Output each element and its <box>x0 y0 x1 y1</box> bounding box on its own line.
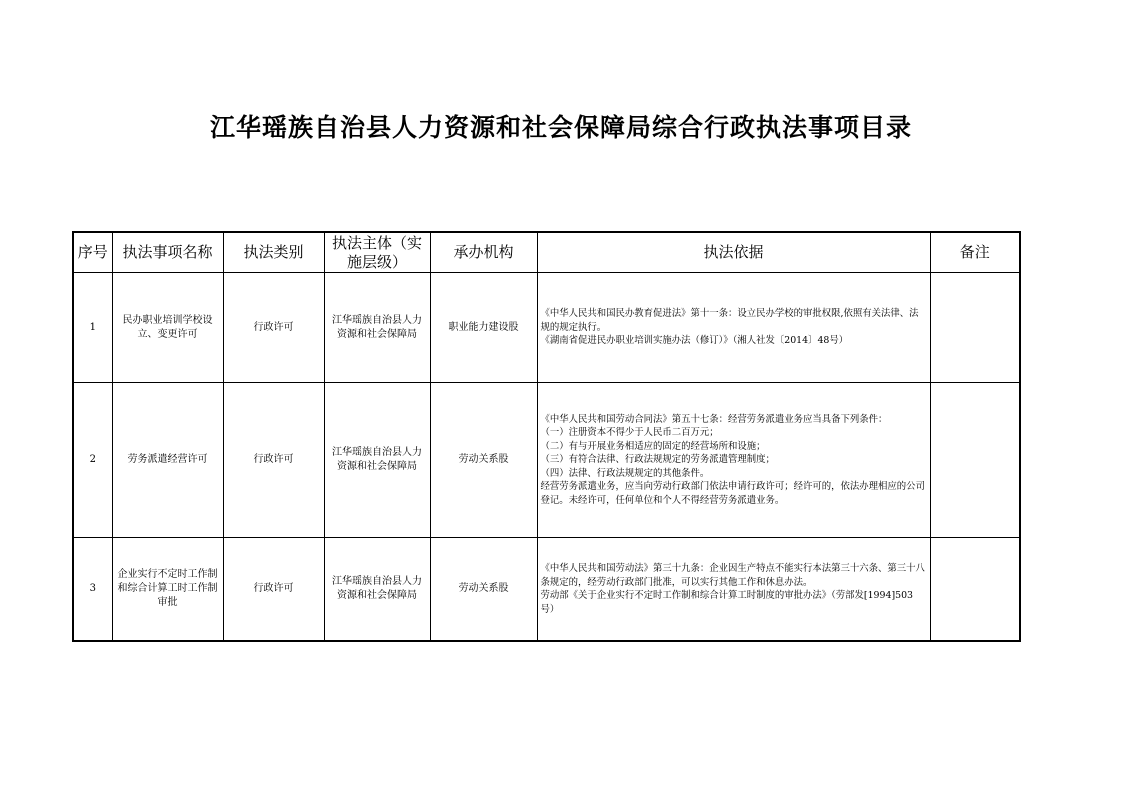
basis-line: 《中华人民共和国劳动合同法》第五十七条：经营劳务派遣业务应当具备下列条件： <box>540 413 888 425</box>
header-agency: 承办机构 <box>430 232 537 273</box>
cell-name: 企业实行不定时工作制和综合计算工时工作制审批 <box>112 538 223 642</box>
cell-agency: 劳动关系股 <box>430 383 537 538</box>
cell-agency: 职业能力建设股 <box>430 273 537 383</box>
cell-subject: 江华瑶族自治县人力资源和社会保障局 <box>324 538 430 642</box>
table-row <box>73 273 1020 383</box>
cell-seq: 3 <box>73 538 112 642</box>
table-row <box>73 383 1020 538</box>
basis-line: （三）有符合法律、行政法规规定的劳务派遣管理制度； <box>540 454 775 466</box>
cell-agency: 劳动关系股 <box>430 538 537 642</box>
enforcement-catalog-table <box>72 231 1021 642</box>
header-category: 执法类别 <box>223 232 324 273</box>
cell-seq: 1 <box>73 273 112 383</box>
cell-name: 劳务派遣经营许可 <box>112 383 223 538</box>
cell-subject: 江华瑶族自治县人力资源和社会保障局 <box>324 273 430 383</box>
cell-remarks <box>930 383 1020 538</box>
header-seq: 序号 <box>73 232 112 273</box>
cell-basis <box>537 273 930 383</box>
basis-line: （一）注册资本不得少于人民币二百万元； <box>540 427 719 439</box>
table-row <box>73 538 1020 642</box>
header-remarks: 备注 <box>930 232 1020 273</box>
cell-basis <box>537 538 930 642</box>
cell-name: 民办职业培训学校设立、变更许可 <box>112 273 223 383</box>
cell-remarks <box>930 273 1020 383</box>
cell-basis <box>537 383 930 538</box>
basis-line: 劳动部《关于企业实行不定时工作制和综合计算工时制度的审批办法》（劳部发[1994]503号） <box>540 590 914 615</box>
cell-category: 行政许可 <box>223 538 324 642</box>
cell-seq: 2 <box>73 383 112 538</box>
header-subject: 执法主体（实施层级） <box>324 232 430 273</box>
basis-line: 经营劳务派遣业务，应当向劳动行政部门依法申请行政许可；经许可的，依法办理相应的公司登记。未经许可，任何单位和个人不得经营劳务派遣业务。 <box>540 481 925 506</box>
basis-line: （二）有与开展业务相适应的固定的经营场所和设施； <box>540 440 766 452</box>
table-header-row <box>73 232 1020 273</box>
basis-line: 《中华人民共和国民办教育促进法》第十一条：设立民办学校的审批权限,依照有关法律、法规的规定执行。 <box>540 308 919 333</box>
basis-line: 《中华人民共和国劳动法》第三十九条：企业因生产特点不能实行本法第三十六条、第三十八条规定的，经劳动行政部门批准，可以实行其他工作和休息办法。 <box>540 563 925 588</box>
cell-category: 行政许可 <box>223 273 324 383</box>
basis-line: （四）法律、行政法规规定的其他条件。 <box>540 467 710 479</box>
cell-category: 行政许可 <box>223 383 324 538</box>
cell-remarks <box>930 538 1020 642</box>
header-name: 执法事项名称 <box>112 232 223 273</box>
cell-subject: 江华瑶族自治县人力资源和社会保障局 <box>324 383 430 538</box>
page-title: 江华瑶族自治县人力资源和社会保障局综合行政执法事项目录 <box>209 113 912 142</box>
basis-line: 《湖南省促进民办职业培训实施办法（修订）》（湘人社发〔2014〕48号） <box>540 335 849 347</box>
header-basis: 执法依据 <box>537 232 930 273</box>
